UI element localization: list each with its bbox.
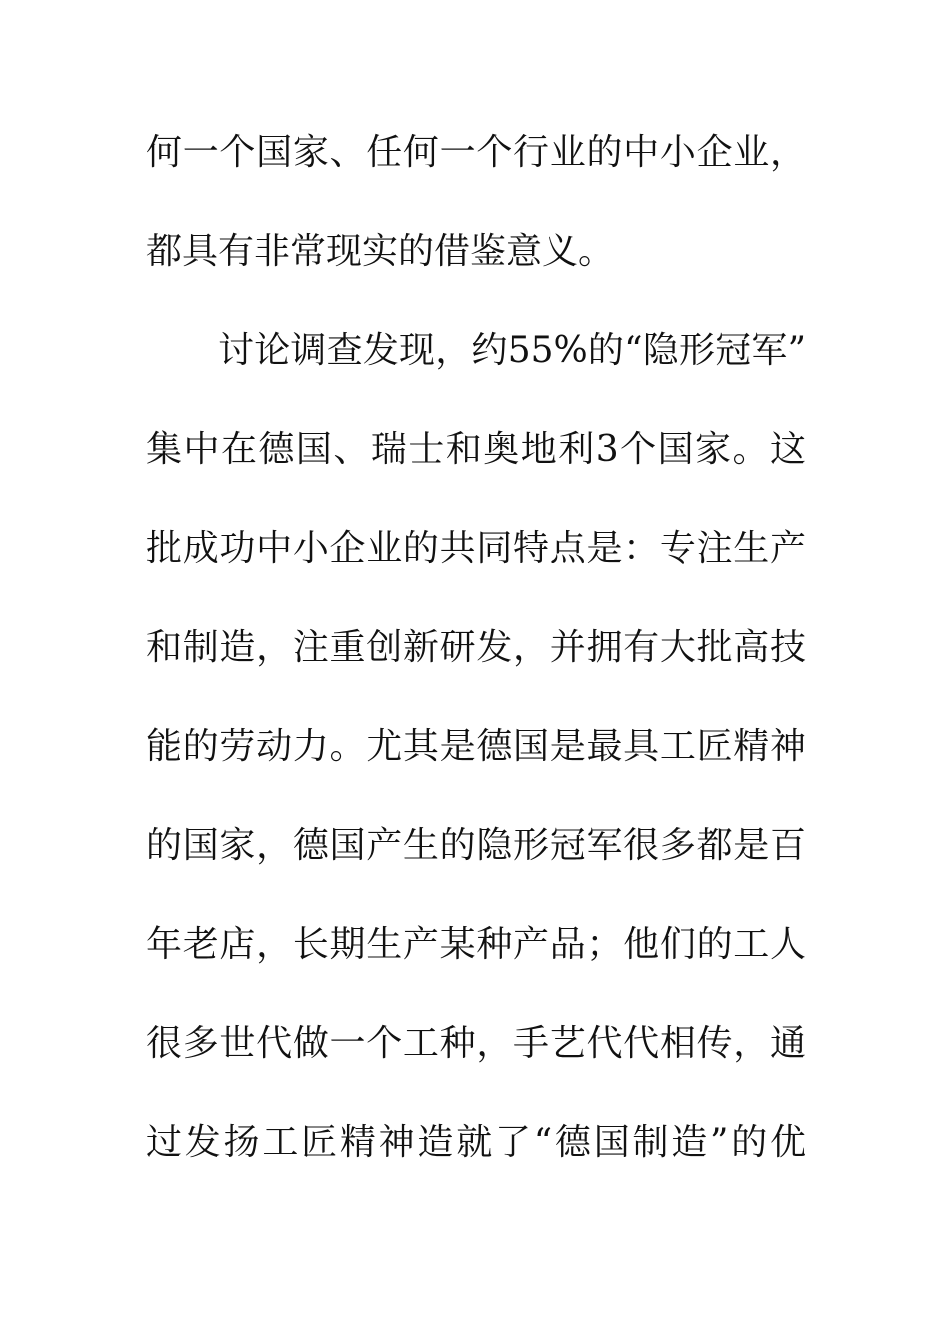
body-text <box>146 123 806 1212</box>
text-line: 何一个国家、任何一个行业的中小企业， <box>146 132 806 173</box>
text-line: 都具有非常现实的借鉴意义。 <box>146 231 615 272</box>
text-line: 的国家，德国产生的隐形冠军很多都是百 <box>146 825 806 866</box>
text-line: 能的劳动力。尤其是德国是最具工匠精神 <box>146 726 806 767</box>
paragraph-first-line: 讨论调查发现，约55%的“隐形冠军” <box>218 330 806 371</box>
text-line: 很多世代做一个工种，手艺代代相传，通 <box>146 1023 806 1064</box>
text-line: 集中在德国、瑞士和奥地利3个国家。这 <box>146 429 806 470</box>
text-line: 和制造，注重创新研发，并拥有大批高技 <box>146 627 806 668</box>
text-line: 过发扬工匠精神造就了“德国制造”的优 <box>146 1122 806 1163</box>
text-line: 年老店，长期生产某种产品；他们的工人 <box>146 924 806 965</box>
text-line: 批成功中小企业的共同特点是：专注生产 <box>146 528 806 569</box>
